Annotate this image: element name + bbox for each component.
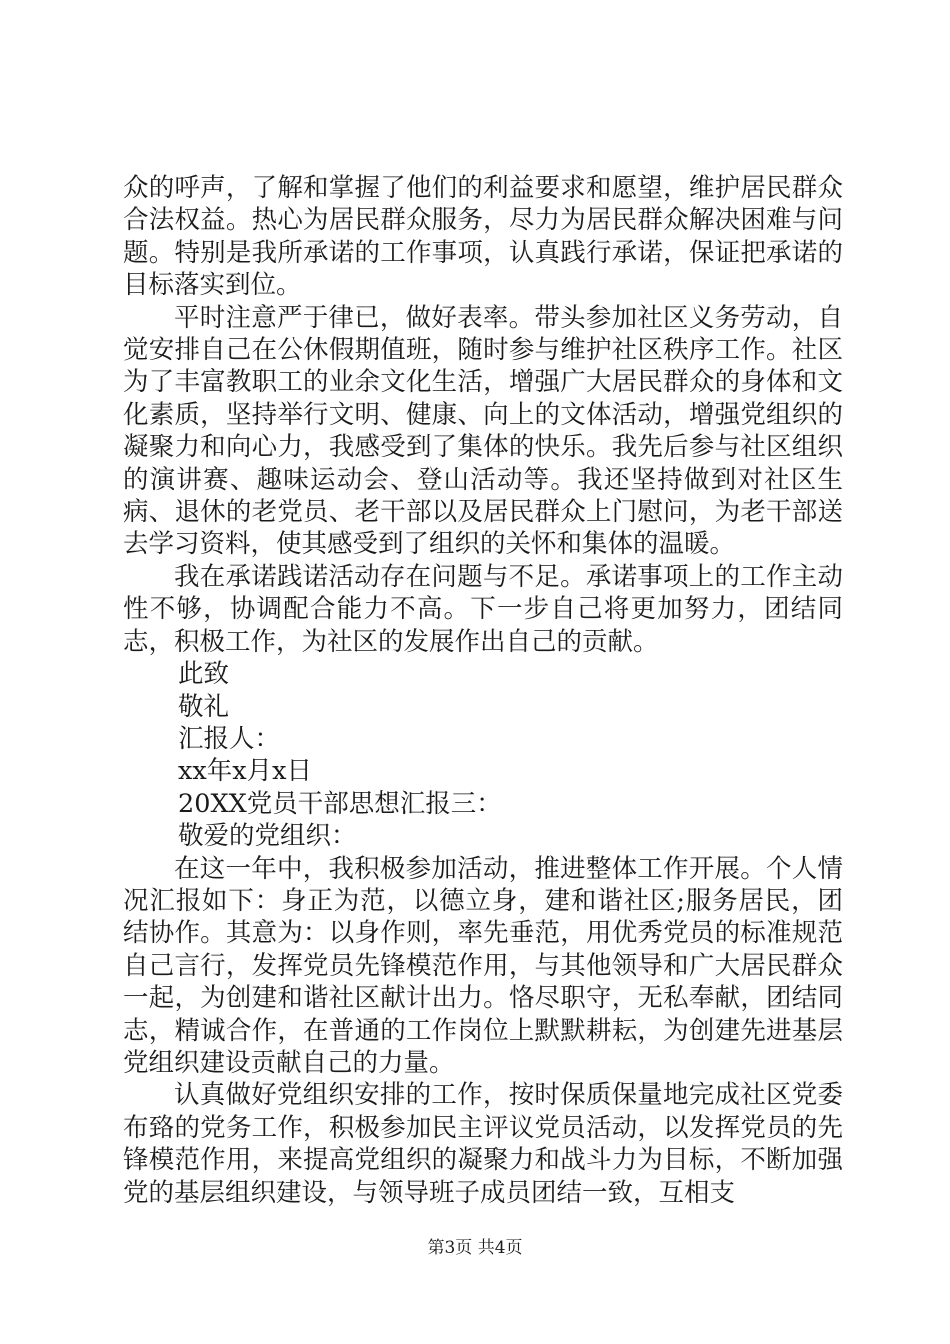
reporter-label: 汇报人： (178, 723, 281, 754)
paragraph: 众的呼声，了解和掌握了他们的利益要求和愿望，维护居民群众合法权益。热心为居民群众服务，尽力为居民群众解决困难与问题。特别是我所承诺的工作事项，认真践行承诺，保证把承诺的目标落实到位。 (123, 173, 843, 301)
section-title: 20XX党员干部思想汇报三： (178, 788, 502, 819)
document-body (123, 172, 843, 1209)
salutation: 敬爱的党组织： (178, 821, 357, 852)
page-footer (0, 1237, 950, 1259)
report-date: xx年x月x日 (178, 756, 313, 787)
page-number: 第3页 共4页 (427, 1238, 523, 1258)
paragraph: 认真做好党组织安排的工作，按时保质保量地完成社区党委布臵的党务工作，积极参加民主评议党员活动，以发挥党员的先锋模范作用，来提高党组织的凝聚力和战斗力为目标，不断加强党的基层组织建设，与领导班子成员团结一致，互相支 (123, 1080, 843, 1208)
closing-jing-li: 敬礼 (178, 691, 230, 722)
closing-ci-zhi: 此致 (178, 659, 230, 690)
paragraph: 在这一年中，我积极参加活动，推进整体工作开展。个人情况汇报如下：身正为范，以德立身，建和谐社区;服务居民，团结协作。其意为：以身作则，率先垂范，用优秀党员的标准规范自己言行，发挥党员先锋模范作用，与其他领导和广大居民群众一起，为创建和谐社区献计出力。恪尽职守，无私奉献，团结同志，精诚合作，在普通的工作岗位上默默耕耘，为创建先进基层党组织建设贡献自己的力量。 (123, 853, 843, 1078)
paragraph: 我在承诺践诺活动存在问题与不足。承诺事项上的工作主动性不够，协调配合能力不高。下一步自己将更加努力，团结同志，积极工作，为社区的发展作出自己的贡献。 (123, 561, 843, 657)
paragraph: 平时注意严于律已，做好表率。带头参加社区义务劳动，自觉安排自己在公休假期值班，随时参与维护社区秩序工作。社区为了丰富教职工的业余文化生活，增强广大居民群众的身体和文化素质，坚持举行文明、健康、向上的文体活动，增强党组织的凝聚力和向心力，我感受到了集体的快乐。我先后参与社区组织的演讲赛、趣味运动会、登山活动等。我还坚持做到对社区生病、退休的老党员、老干部以及居民群众上门慰问，为老干部送去学习资料，使其感受到了组织的关怀和集体的温暖。 (123, 302, 843, 560)
